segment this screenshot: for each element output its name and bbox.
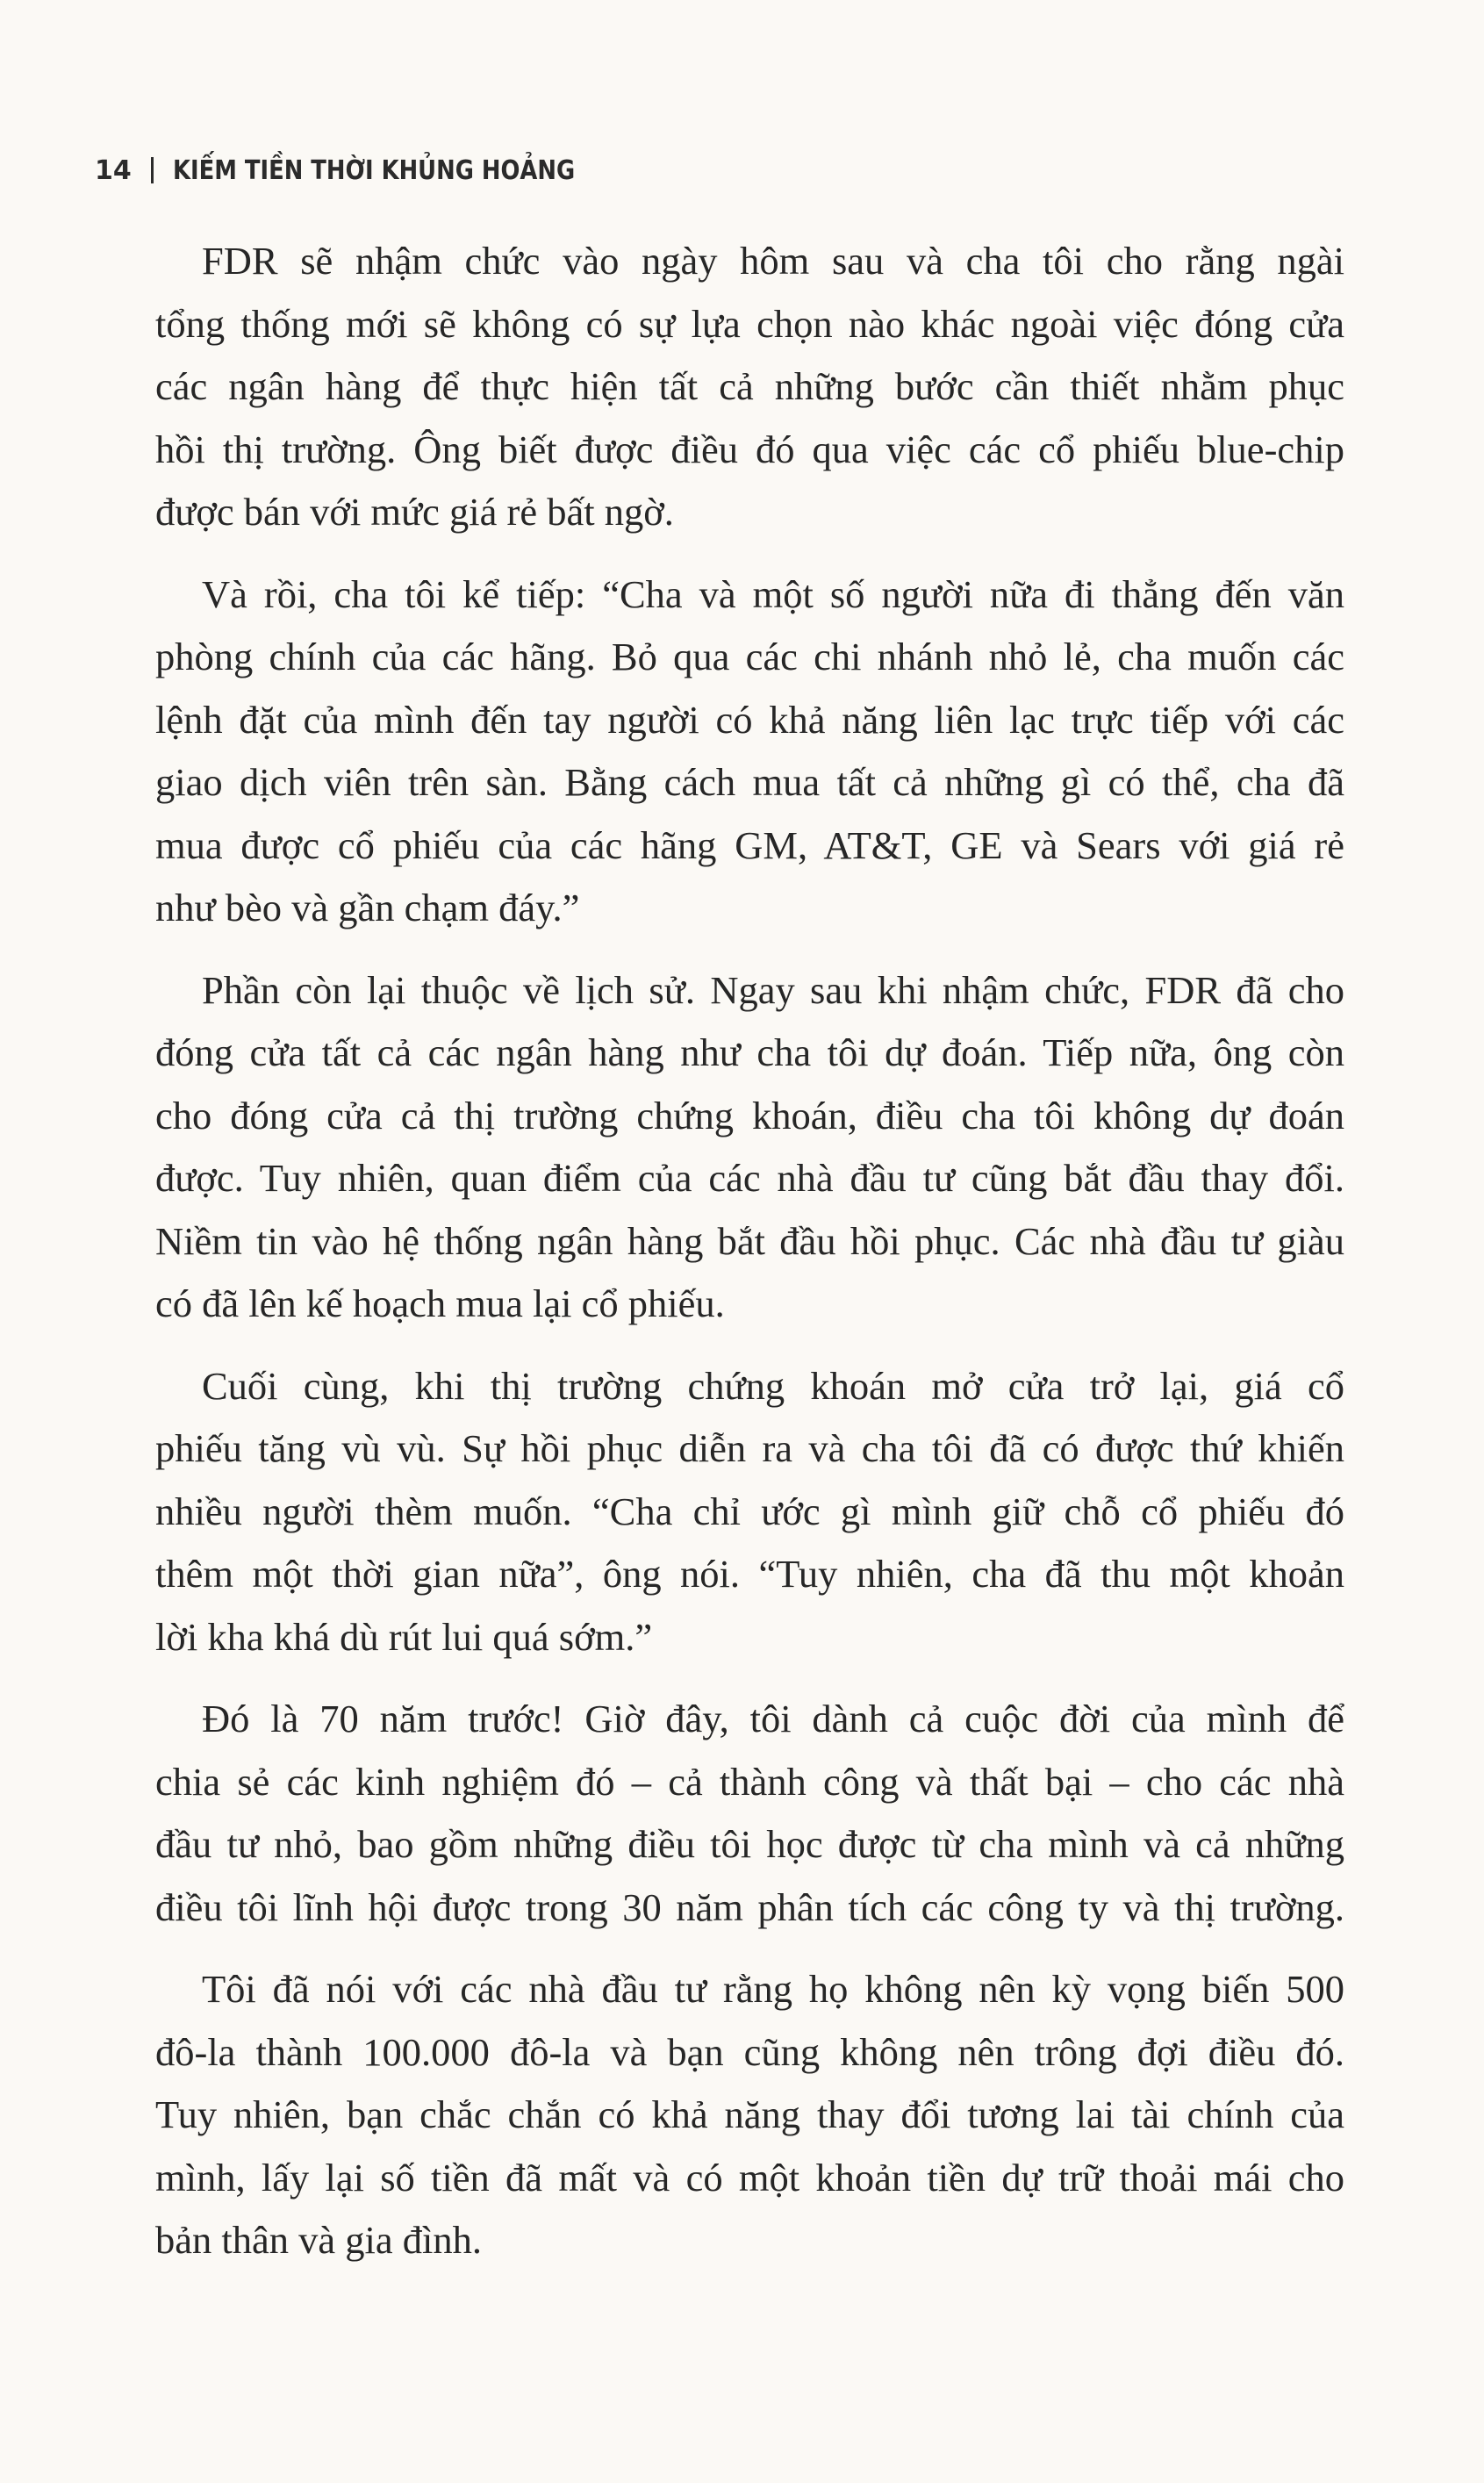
text-line: đầu tư nhỏ, bao gồm những điều tôi học được từ cha mình và cả những [155,1822,1344,1866]
paragraph [155,230,1344,544]
paragraph [155,1688,1344,1939]
paragraph [155,1958,1344,2272]
paragraph [155,563,1344,940]
text-line: Và rồi, cha tôi kể tiếp: “Cha và một số người nữa đi thẳng đến văn [202,571,1344,616]
text-line: điều tôi lĩnh hội được trong 30 năm phân tích các công ty và thị trường. [155,1884,1344,1929]
text-line: chia sẻ các kinh nghiệm đó – cả thành công và thất bại – cho các nhà [155,1759,1344,1804]
body-text [155,230,1344,2292]
header-separator [151,157,154,183]
text-line: được bán với mức giá rẻ bất ngờ. [155,490,674,534]
text-line: Cuối cùng, khi thị trường chứng khoán mở cửa trở lại, giá cổ [202,1363,1344,1408]
text-line: Phần còn lại thuộc về lịch sử. Ngay sau khi nhậm chức, FDR đã cho [202,967,1344,1012]
book-title: KIẾM TIỀN THỜI KHỦNG HOẢNG [172,154,575,186]
text-line: như bèo và gần chạm đáy.” [155,886,580,929]
paragraph [155,959,1344,1336]
text-line: có đã lên kế hoạch mua lại cổ phiếu. [155,1281,725,1325]
text-line: mình, lấy lại số tiền đã mất và có một khoản tiền dự trữ thoải mái cho [155,2155,1344,2200]
text-line: phòng chính của các hãng. Bỏ qua các chi nhánh nhỏ lẻ, cha muốn các [155,635,1344,678]
text-line: Tôi đã nói với các nhà đầu tư rằng họ không nên kỳ vọng biến 500 [202,1967,1344,2011]
text-line: giao dịch viên trên sàn. Bằng cách mua tất cả những gì có thể, cha đã [155,760,1344,804]
text-line: các ngân hàng để thực hiện tất cả những bước cần thiết nhằm phục [155,364,1344,408]
text-line: lời kha khá dù rút lui quá sớm.” [155,1614,653,1659]
text-line: mua được cổ phiếu của các hãng GM, AT&T, GE và Sears với giá rẻ [155,822,1344,867]
text-line: đóng cửa tất cả các ngân hàng như cha tôi dự đoán. Tiếp nữa, ông còn [155,1030,1344,1074]
running-header [95,146,640,195]
paragraph [155,1355,1344,1669]
text-line: hồi thị trường. Ông biết được điều đó qua việc các cổ phiếu blue-chip [155,427,1344,471]
text-line: FDR sẽ nhậm chức vào ngày hôm sau và cha tôi cho rằng ngài [202,239,1344,283]
text-line: Niềm tin vào hệ thống ngân hàng bắt đầu hồi phục. Các nhà đầu tư giàu [155,1218,1344,1263]
text-line: phiếu tăng vù vù. Sự hồi phục diễn ra và cha tôi đã có được thứ khiến [155,1426,1344,1470]
text-line: cho đóng cửa cả thị trường chứng khoán, điều cha tôi không dự đoán [155,1093,1344,1137]
text-line: nhiều người thèm muốn. “Cha chỉ ước gì mình giữ chỗ cổ phiếu đó [155,1489,1344,1533]
text-line: lệnh đặt của mình đến tay người có khả năng liên lạc trực tiếp với các [155,697,1344,742]
text-line: tổng thống mới sẽ không có sự lựa chọn nào khác ngoài việc đóng cửa [155,301,1344,346]
page-number: 14 [95,154,132,186]
text-line: Đó là 70 năm trước! Giờ đây, tôi dành cả cuộc đời của mình để [202,1697,1344,1740]
text-line: được. Tuy nhiên, quan điểm của các nhà đầu tư cũng bắt đầu thay đổi. [155,1156,1344,1200]
text-line: bản thân và gia đình. [155,2218,482,2262]
text-line: thêm một thời gian nữa”, ông nói. “Tuy nhiên, cha đã thu một khoản [155,1552,1344,1596]
text-line: đô-la thành 100.000 đô-la và bạn cũng không nên trông đợi điều đó. [155,2029,1344,2074]
text-line: Tuy nhiên, bạn chắc chắn có khả năng thay đổi tương lai tài chính của [155,2092,1344,2136]
